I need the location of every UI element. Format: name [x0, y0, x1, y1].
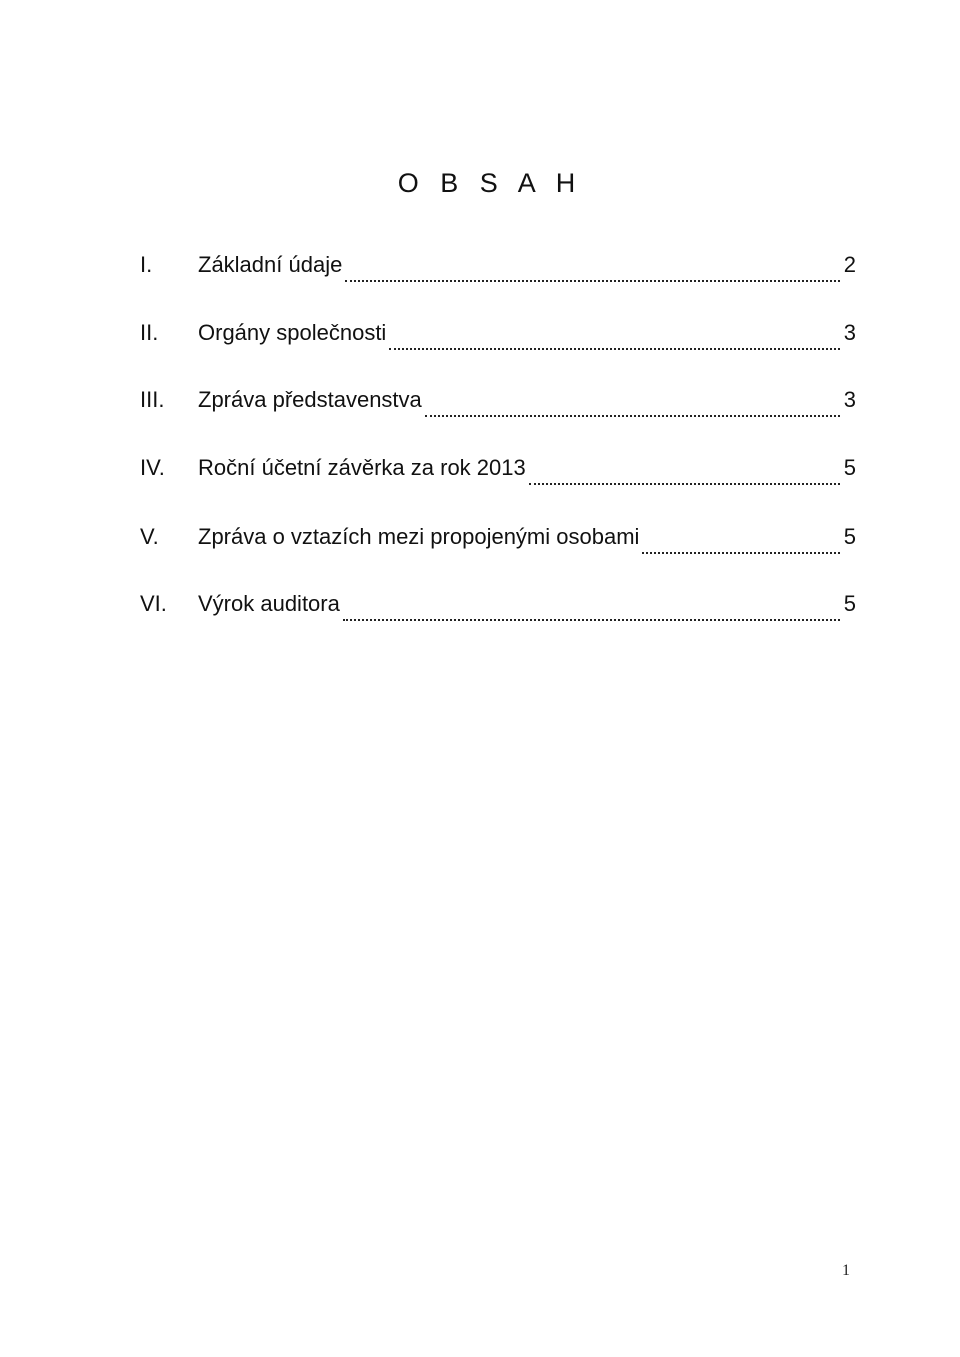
toc-entry[interactable] — [140, 524, 856, 564]
toc-entry-title: Zpráva o vztazích mezi propojenými osobami — [198, 524, 640, 549]
toc-dot-leader — [345, 262, 839, 282]
toc-entry-title: Roční účetní závěrka za rok 2013 — [198, 455, 526, 480]
toc-entry[interactable] — [140, 591, 856, 631]
toc-entry-page: 3 — [843, 320, 856, 345]
toc-dot-leader — [389, 330, 839, 350]
toc-entry-title: Základní údaje — [198, 252, 343, 277]
toc-entry-page: 5 — [843, 455, 856, 480]
toc-entry-number: VI. — [140, 591, 167, 616]
toc-entry-title: Orgány společnosti — [198, 320, 387, 345]
toc-entry-number: I. — [140, 252, 153, 277]
toc-dot-leader — [343, 601, 840, 621]
page-title: O B S A H — [397, 168, 583, 198]
toc-dot-leader — [529, 465, 840, 485]
toc-entry[interactable] — [140, 387, 856, 427]
toc-entry-number: IV. — [140, 455, 165, 480]
toc-entry[interactable] — [140, 455, 856, 495]
toc-entry[interactable] — [140, 320, 856, 360]
toc-entry-page: 3 — [843, 387, 856, 412]
toc-entry-title: Výrok auditora — [198, 591, 340, 616]
toc-entry-page: 2 — [843, 252, 856, 277]
page-number: 1 — [842, 1262, 850, 1279]
toc-dot-leader — [642, 534, 839, 554]
toc-entry-title: Zpráva představenstva — [198, 387, 422, 412]
toc-entry-number: II. — [140, 320, 159, 345]
toc-entry-number: III. — [140, 387, 165, 412]
toc-entry-page: 5 — [843, 591, 856, 616]
toc-entry-page: 5 — [843, 524, 856, 549]
toc-entry-number: V. — [140, 524, 159, 549]
toc-entry[interactable] — [140, 252, 856, 292]
toc-dot-leader — [425, 397, 840, 417]
